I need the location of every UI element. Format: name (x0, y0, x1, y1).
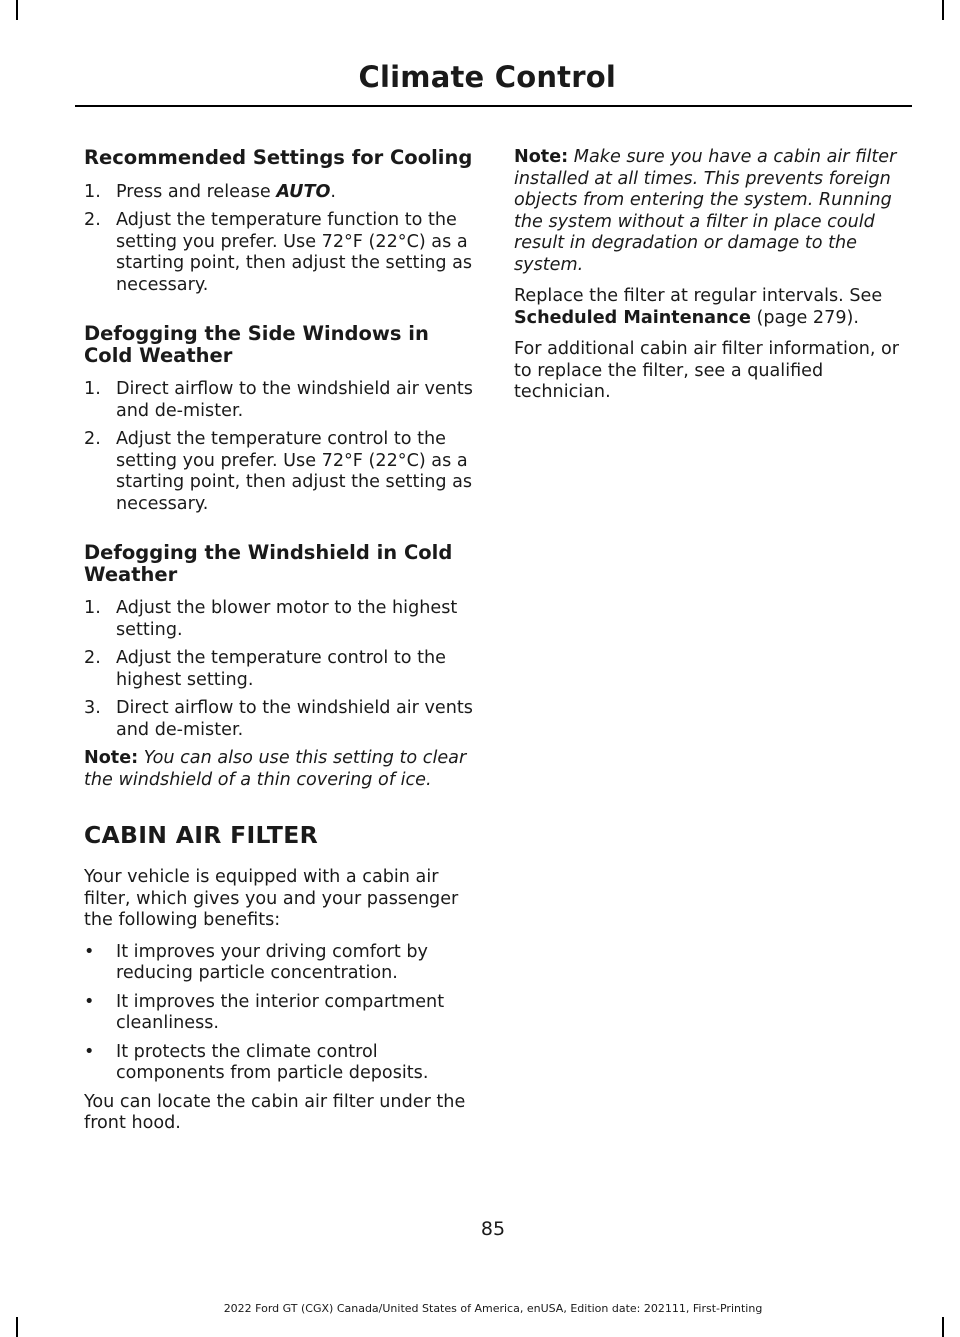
windshield-heading: Defogging the Windshield in Cold Weather (84, 541, 453, 586)
bullet-marker: • (84, 1041, 95, 1062)
list-item (84, 942, 476, 985)
cabin-filter-intro: Your vehicle is equipped with a cabin air filter, which gives you and your passenger the following benefits: (84, 867, 459, 930)
list-marker: 2. (84, 648, 101, 668)
right-column (514, 147, 906, 414)
left-column (84, 147, 476, 1145)
auto-button-label: AUTO (276, 181, 331, 202)
list-marker: 1. (84, 181, 101, 202)
benefit-text: It improves your driving comfort by reducing particle concentration. (116, 941, 428, 983)
list-item (84, 182, 476, 204)
list-item (84, 210, 476, 296)
list-item (84, 379, 476, 422)
list-item (84, 598, 476, 641)
list-item (84, 1042, 476, 1085)
step-text: Direct airflow to the windshield air vents and de-mister. (116, 698, 473, 740)
cabin-filter-location: You can locate the cabin air filter under the front hood. (84, 1091, 466, 1133)
list-marker: 1. (84, 379, 101, 399)
side-windows-steps (84, 379, 476, 515)
note-text: Make sure you have a cabin air filter installed at all times. This prevents foreign objects from entering the system. Running the system without a filter in place could result in degradation or damage to the system. (514, 147, 897, 275)
spacer (84, 303, 476, 323)
windshield-note (84, 748, 476, 791)
list-marker: 3. (84, 698, 101, 718)
cabin-filter-benefits (84, 942, 476, 1085)
list-item (84, 429, 476, 515)
cabin-filter-note (514, 147, 906, 276)
step-text: Adjust the temperature control to the highest setting. (116, 648, 446, 690)
step-text: Adjust the blower motor to the highest setting. (116, 598, 458, 640)
bullet-marker: • (84, 991, 95, 1012)
step-text: . (330, 181, 337, 202)
header-divider (75, 105, 912, 107)
step-text: Adjust the temperature control to the setting you prefer. Use 72°F (22°C) as a starting point, then adjust the setting as necessary. (116, 429, 473, 514)
list-marker: 2. (84, 429, 101, 449)
replace-prefix: Replace the filter at regular intervals. See (514, 286, 883, 306)
section-title: Climate Control (358, 60, 616, 94)
spacer (84, 801, 476, 821)
bullet-marker: • (84, 941, 95, 962)
list-marker: 1. (84, 598, 101, 618)
note-text: You can also use this setting to clear the windshield of a thin covering of ice. (84, 748, 467, 790)
spacer (84, 522, 476, 542)
replace-filter-text (514, 286, 906, 329)
list-item (84, 992, 476, 1035)
benefit-text: It protects the climate control components from particle deposits. (116, 1041, 429, 1083)
cooling-heading: Recommended Settings for Cooling (84, 146, 473, 169)
step-text: Press and release (116, 181, 277, 202)
scheduled-maintenance-link[interactable]: Scheduled Maintenance (514, 307, 751, 328)
crop-mark-top-right (942, 0, 944, 20)
crop-mark-bottom-left (16, 1317, 18, 1337)
cabin-filter-heading: CABIN AIR FILTER (84, 821, 319, 849)
crop-mark-bottom-right (942, 1317, 944, 1337)
step-text: Adjust the temperature function to the setting you prefer. Use 72°F (22°C) as a starting point, then adjust the setting as necessary. (116, 210, 473, 295)
note-label: Note: (84, 748, 139, 768)
benefit-text: It improves the interior compartment cleanliness. (116, 991, 445, 1033)
additional-info: For additional cabin air filter information, or to replace the filter, see a qualified technician. (514, 339, 900, 402)
list-item (84, 648, 476, 691)
footer-edition-text: 2022 Ford GT (CGX) Canada/United States of America, enUSA, Edition date: 202111, First-Printing (223, 1302, 763, 1315)
page-number: 85 (480, 1218, 506, 1240)
step-text: Direct airflow to the windshield air vents and de-mister. (116, 379, 473, 421)
replace-suffix: (page 279). (750, 307, 859, 328)
list-item (84, 698, 476, 741)
cooling-steps (84, 182, 476, 297)
crop-mark-top-left (16, 0, 18, 20)
list-marker: 2. (84, 210, 101, 230)
windshield-steps (84, 598, 476, 741)
side-windows-heading: Defogging the Side Windows in Cold Weather (84, 322, 429, 367)
note-label: Note: (514, 147, 569, 167)
